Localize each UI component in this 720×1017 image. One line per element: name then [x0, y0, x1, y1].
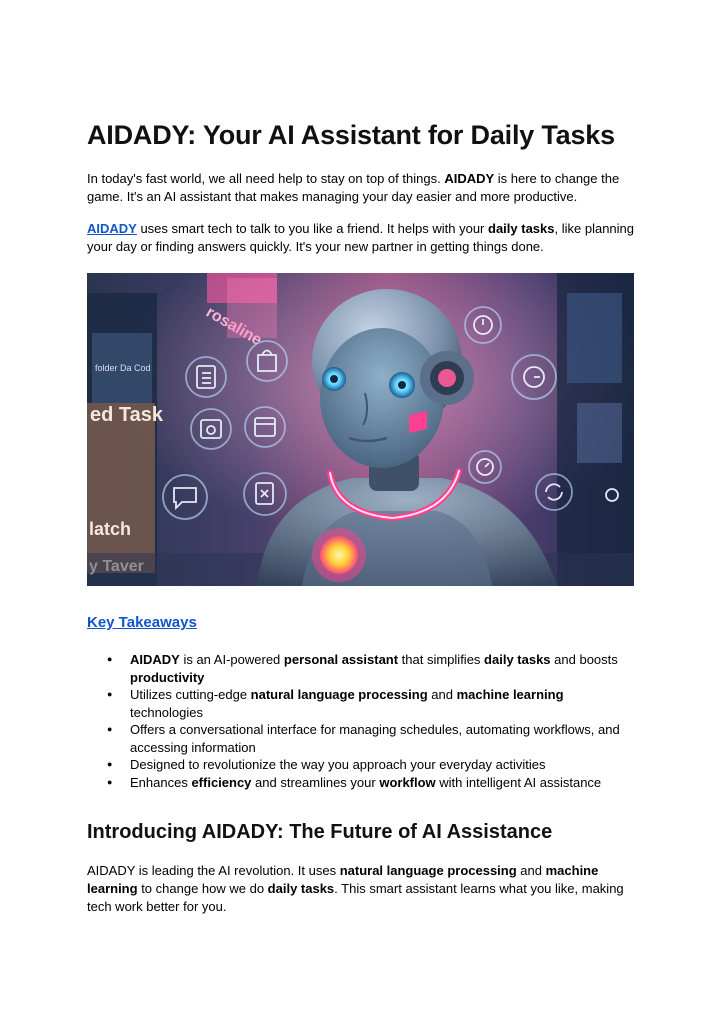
- intro-paragraph: In today's fast world, we all need help to stay on top of things. AIDADY is here to change the game. It's an AI assistant that makes managing your day easier and more productive.: [87, 171, 620, 204]
- svg-text:ed Task: ed Task: [90, 404, 163, 426]
- section-paragraph: AIDADY is leading the AI revolution. It uses natural language processing and machine learning to change how we do daily tasks. This smart assistant learns what you like, making tech work better for you.: [87, 863, 624, 914]
- document-page: [87, 116, 639, 916]
- page-title: AIDADY: Your AI Assistant for Daily Tasks: [87, 120, 615, 150]
- aidady-link[interactable]: AIDADY: [87, 221, 137, 236]
- takeaways-list: [87, 651, 639, 791]
- key-takeaways-heading[interactable]: Key Takeaways: [87, 614, 197, 631]
- section-heading: Introducing AIDADY: The Future of AI Assistance: [87, 821, 553, 843]
- hero-robot-image: [87, 273, 634, 586]
- svg-text:rosaline: rosaline: [203, 303, 265, 350]
- svg-text:folder Da Cod: folder Da Cod: [95, 363, 151, 373]
- list-item: ● Utilizes cutting-edge natural language processing and machine learning technologies: [130, 686, 639, 721]
- list-item: ● Offers a conversational interface for managing schedules, automating workflows, and accessing information: [130, 721, 639, 756]
- list-item: ● Enhances efficiency and streamlines your workflow with intelligent AI assistance: [130, 774, 639, 792]
- description-paragraph: AIDADY uses smart tech to talk to you like a friend. It helps with your daily tasks, like planning your day or finding answers quickly. It's your new partner in getting things done.: [87, 221, 635, 254]
- list-item: ● AIDADY is an AI-powered personal assistant that simplifies daily tasks and boosts productivity: [130, 651, 639, 686]
- svg-text:latch: latch: [89, 519, 132, 539]
- list-item: ● Designed to revolutionize the way you approach your everyday activities: [130, 756, 639, 774]
